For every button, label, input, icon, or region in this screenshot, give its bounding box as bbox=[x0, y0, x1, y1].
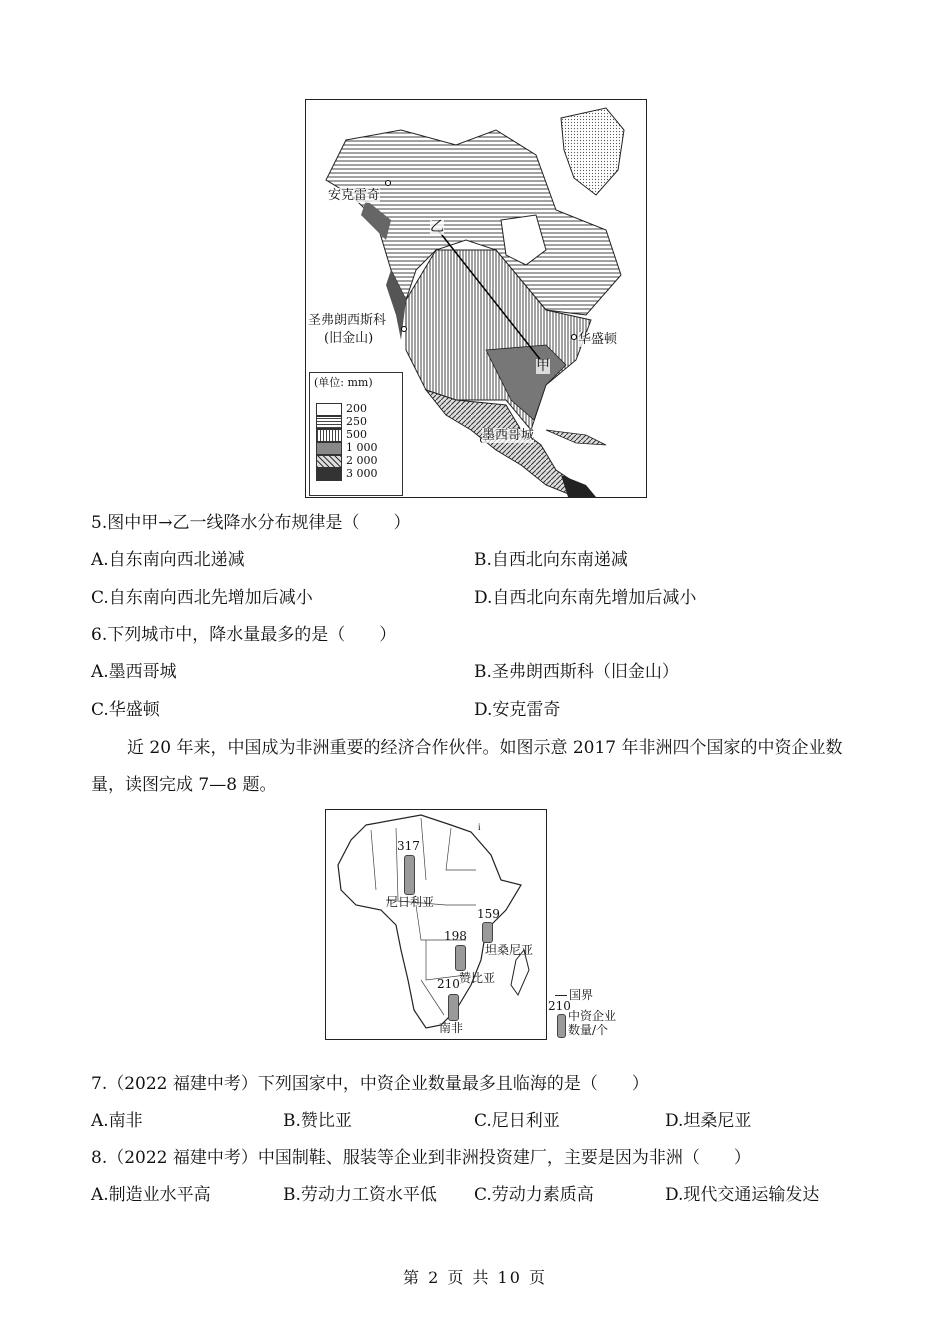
bar-zambia bbox=[455, 945, 466, 971]
q8-option-c[interactable]: C.劳动力素质高 bbox=[474, 1185, 594, 1205]
label-sf-1: 圣弗朗西斯科 bbox=[308, 313, 387, 328]
label-yi: 乙 bbox=[430, 219, 444, 235]
country-zambia: 赞比亚 bbox=[459, 971, 496, 985]
label-washington: 华盛顿 bbox=[578, 332, 618, 347]
legend-border-label: 国界 bbox=[569, 988, 594, 1002]
question-6-stem: 6.下列城市中，降水量最多的是（ ） bbox=[91, 625, 397, 645]
bar-tanzania bbox=[482, 922, 493, 943]
legend-value: 2 000 bbox=[346, 454, 378, 467]
legend-value: 200 bbox=[346, 402, 367, 415]
q7-option-c[interactable]: C.尼日利亚 bbox=[474, 1111, 560, 1131]
label-anchorage: 安克雷奇 bbox=[328, 188, 381, 203]
q8-option-d[interactable]: D.现代交通运输发达 bbox=[665, 1185, 820, 1205]
question-5-stem: 5.图中甲→乙一线降水分布规律是（ ） bbox=[91, 513, 411, 533]
q8-option-a[interactable]: A.制造业水平高 bbox=[91, 1185, 211, 1205]
legend-value: 3 000 bbox=[346, 467, 378, 480]
q6-option-d[interactable]: D.安克雷奇 bbox=[474, 700, 561, 720]
legend-bar-label-1: 中资企业 bbox=[568, 1009, 617, 1023]
q5-option-c[interactable]: C.自东南向西北先增加后减小 bbox=[91, 588, 313, 608]
q6-option-b[interactable]: B.圣弗朗西斯科（旧金山） bbox=[474, 662, 679, 682]
washington-point bbox=[572, 335, 577, 340]
value-south-africa: 210 bbox=[437, 977, 460, 991]
anchorage-point bbox=[386, 181, 391, 186]
question-7-stem: 7.（2022 福建中考）下列国家中，中资企业数量最多且临海的是（ ） bbox=[91, 1074, 649, 1094]
intro-paragraph: 近 20 年来，中国成为非洲重要的经济合作伙伴。如图示意 2017 年非洲四个国家的中资企业数量，读图完成 7—8 题。 bbox=[91, 738, 843, 795]
legend-value: 250 bbox=[346, 415, 367, 428]
q7-option-a[interactable]: A.南非 bbox=[91, 1111, 143, 1131]
legend-border-line bbox=[555, 995, 567, 996]
q6-option-c[interactable]: C.华盛顿 bbox=[91, 700, 160, 720]
label-sf-2: (旧金山) bbox=[324, 331, 374, 346]
africa-chinese-enterprise-map bbox=[325, 809, 547, 1040]
legend-value: 500 bbox=[346, 428, 367, 441]
sf-point bbox=[402, 327, 407, 332]
latitude-mark: i bbox=[478, 822, 481, 832]
country-tanzania: 坦桑尼亚 bbox=[485, 943, 534, 957]
bar-nigeria bbox=[404, 855, 415, 895]
country-nigeria: 尼日利亚 bbox=[386, 895, 435, 909]
q8-option-b[interactable]: B.劳动力工资水平低 bbox=[283, 1185, 437, 1205]
q7-option-b[interactable]: B.赞比亚 bbox=[283, 1111, 352, 1131]
label-mexico-city: 墨西哥城 bbox=[482, 428, 535, 443]
legend-value: 1 000 bbox=[346, 441, 378, 454]
africa-map-graphic bbox=[326, 810, 546, 1039]
page-footer: 第 2 页 共 10 页 bbox=[403, 1268, 547, 1287]
country-south-africa: 南非 bbox=[439, 1021, 464, 1035]
north-america-precipitation-map bbox=[305, 99, 647, 498]
legend-title: (单位: mm) bbox=[314, 376, 373, 389]
legend-bar-label-2: 数量/个 bbox=[568, 1023, 609, 1037]
precipitation-legend bbox=[309, 372, 403, 496]
q5-option-d[interactable]: D.自西北向东南先增加后减小 bbox=[474, 588, 697, 608]
legend-bar-sample bbox=[557, 1014, 566, 1038]
bar-south-africa bbox=[448, 994, 459, 1021]
q5-option-a[interactable]: A.自东南向西北递减 bbox=[91, 550, 245, 570]
label-jia: 甲 bbox=[536, 358, 550, 374]
q5-option-b[interactable]: B.自西北向东南递减 bbox=[474, 550, 628, 570]
value-zambia: 198 bbox=[444, 929, 467, 943]
value-tanzania: 159 bbox=[477, 907, 500, 921]
q6-option-a[interactable]: A.墨西哥城 bbox=[91, 662, 177, 682]
legend-sample-value: 210 bbox=[548, 999, 571, 1013]
value-nigeria: 317 bbox=[397, 839, 420, 853]
question-8-stem: 8.（2022 福建中考）中国制鞋、服装等企业到非洲投资建厂，主要是因为非洲（ ） bbox=[91, 1148, 751, 1168]
q7-option-d[interactable]: D.坦桑尼亚 bbox=[665, 1111, 752, 1131]
